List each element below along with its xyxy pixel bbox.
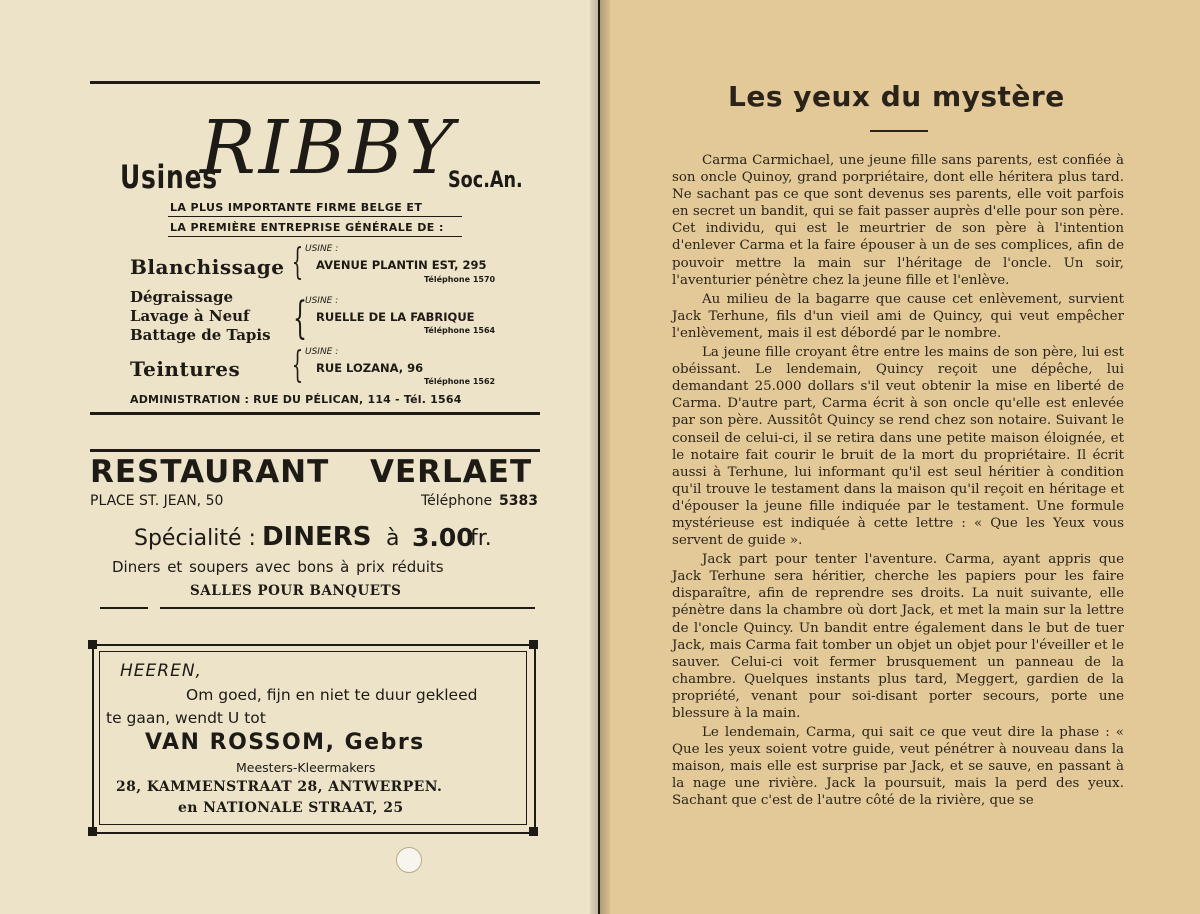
- van-rossom-corner-bl: [88, 827, 97, 836]
- ribby-tagline-2: LA PREMIÈRE ENTREPRISE GÉNÉRALE DE :: [170, 221, 444, 234]
- verlaet-phone-label: Téléphone: [421, 493, 493, 509]
- article-title: Les yeux du mystère: [728, 80, 1065, 113]
- ribby-usine-label-3: USINE :: [305, 347, 339, 357]
- ribby-factory-2-phone: Téléphone 1564: [424, 326, 496, 335]
- verlaet-unit: fr.: [470, 526, 492, 551]
- ribby-usine-label-2: USINE :: [305, 296, 339, 306]
- ribby-brace-1: {: [291, 242, 304, 283]
- article-paragraph-3: La jeune fille croyant être entre les mains de son père, lui est obéissant. Le lendemain, Quincy reçoit une dépêche, lui demandant 25.000 dollars s'il veut obtenir la mise en liberté de Carma. D'autre part, Carma écrit à son oncle qu'elle est enlevée par son père. Aussitôt Quincy se rend chez son notaire. Suivant le conseil de celui-ci, il se retira dans une petite maison éloignée, et le notaire fait courir le bruit de la mort du propriétaire. Il écrit aussi à Terhune, lui informant qu'il est seul héritier à condition qu'il trouve le testament dans la maison qu'il reçoit en héritage et d'épouser la jeune fille indiquée par le testament. Une formule mystérieuse est indiquée à cette lettre : « Que les Yeux vous servent de guide ».: [672, 345, 1124, 549]
- punch-hole: [396, 847, 422, 873]
- article-paragraph-5: Le lendemain, Carma, qui sait ce que veut dire la phase : « Que les yeux soient votre guide, veut pénétrer à nouveau dans la maison, mais elle est surprise par Jack, et se sauve, en passant à la nage une rivière. Jack la poursuit, mais la perd des yeux. Sachant que c'est de l'autre côté de la rivière, que se: [672, 725, 1124, 809]
- ribby-brace-3: {: [291, 345, 304, 386]
- van-rossom-address-2: en NATIONALE STRAAT, 25: [178, 800, 404, 816]
- ribby-factory-3-address: RUE LOZANA, 96: [316, 361, 424, 375]
- ribby-brace-2: {: [293, 293, 307, 344]
- verlaet-price: 3.00: [412, 523, 474, 552]
- van-rossom-address-1: 28, KAMMENSTRAAT 28, ANTWERPEN.: [116, 779, 443, 795]
- verlaet-address: PLACE ST. JEAN, 50: [90, 493, 224, 509]
- van-rossom-line-2: te gaan, wendt U tot: [106, 709, 266, 727]
- verlaet-name-1: RESTAURANT: [90, 454, 330, 490]
- ribby-service-lavage: Lavage à Neuf: [130, 307, 250, 325]
- article-body: [672, 152, 1124, 812]
- ribby-tagline-underline-2: [168, 236, 462, 237]
- van-rossom-heeren: HEEREN,: [120, 661, 202, 681]
- verlaet-phone-number: 5383: [499, 493, 538, 509]
- verlaet-name-2: VERLAET: [370, 454, 533, 490]
- ribby-factory-1-address: AVENUE PLANTIN EST, 295: [316, 258, 487, 272]
- ribby-factory-3-phone: Téléphone 1562: [424, 377, 496, 386]
- verlaet-a: à: [386, 526, 400, 551]
- verlaet-diners: DINERS: [262, 522, 372, 552]
- verlaet-top-rule: [90, 449, 540, 452]
- verlaet-line-2: Diners et soupers avec bons à prix réduits: [112, 558, 444, 576]
- van-rossom-name: VAN ROSSOM, Gebrs: [145, 730, 425, 755]
- ribby-administration: ADMINISTRATION : RUE DU PÉLICAN, 114 - Tél. 1564: [130, 393, 462, 406]
- article-paragraph-1: Carma Carmichael, une jeune fille sans parents, est confiée à son oncle Quinoy, grand porpriétaire, dont elle héritera plus tard. Ne sachant pas ce que sont devenus ses parents, elle voit parfois en secret un bandit, qui se fait passer auprès d'elle pour son père. Cet individu, qui est le meurtrier de son père à l'intention d'enlever Carma et la faire épouser à un de ses complices, afin de pouvoir mettre la main sur l'héritage de l'oncle. Un soir, l'aventurier pénètre chez la jeune fille et l'enlève.: [672, 153, 1124, 288]
- van-rossom-corner-tr: [529, 640, 538, 649]
- ribby-soc-label: Soc.An.: [448, 168, 523, 193]
- verlaet-specialite: Spécialité :: [134, 526, 256, 551]
- van-rossom-line-1: Om goed, fijn en niet te duur gekleed: [186, 686, 478, 704]
- ribby-usine-label-1: USINE :: [305, 244, 339, 254]
- verlaet-line-3: SALLES POUR BANQUETS: [190, 583, 402, 599]
- van-rossom-subtitle: Meesters-Kleermakers: [236, 760, 376, 775]
- van-rossom-corner-br: [529, 827, 538, 836]
- page-fold: [590, 0, 610, 914]
- ribby-bottom-rule: [90, 412, 540, 415]
- van-rossom-corner-tl: [88, 640, 97, 649]
- ribby-brand-logo: RIBBY: [200, 105, 457, 191]
- verlaet-bottom-rule-short: [100, 607, 148, 609]
- ribby-factory-2-address: RUELLE DE LA FABRIQUE: [316, 310, 475, 324]
- verlaet-bottom-rule-long: [160, 607, 535, 609]
- ribby-service-battage: Battage de Tapis: [130, 326, 271, 344]
- article-paragraph-2: Au milieu de la bagarre que cause cet enlèvement, survient Jack Terhune, fils d'un vieil ami de Quincy, qui veut empêcher l'enlèvement, mais il est débordé par le nombre.: [672, 291, 1124, 341]
- ribby-service-teintures: Teintures: [130, 357, 241, 381]
- ribby-service-degraissage: Dégraissage: [130, 288, 234, 306]
- ribby-top-rule: [90, 81, 540, 84]
- ribby-service-blanchissage: Blanchissage: [130, 255, 285, 279]
- ribby-factory-1-phone: Téléphone 1570: [424, 275, 496, 284]
- article-paragraph-4: Jack part pour tenter l'aventure. Carma, ayant appris que Jack Terhune sera héritier, cherche les papiers pour les faire disparaître, afin de reprendre ses droits. La nuit suivante, elle pénètre dans la chambre où dort Jack, et met la main sur la lettre de l'oncle Quincy. Un bandit entre également dans le but de tuer Jack, mais Carma fait tomber un objet un objet pour l'éveiller et le sauver. Celui-ci voit fermer brusquement un panneau de la chambre. Quelques instants plus tard, Meggert, gardien de la propriété, venant pour soi-disant porter secours, porte une blessure à la main.: [672, 552, 1124, 721]
- title-underline: [870, 130, 928, 132]
- left-page: [0, 0, 598, 914]
- ribby-usines-label: Usines: [120, 158, 218, 196]
- ribby-tagline-1: LA PLUS IMPORTANTE FIRME BELGE ET: [170, 201, 423, 214]
- ribby-tagline-underline-1: [168, 216, 462, 217]
